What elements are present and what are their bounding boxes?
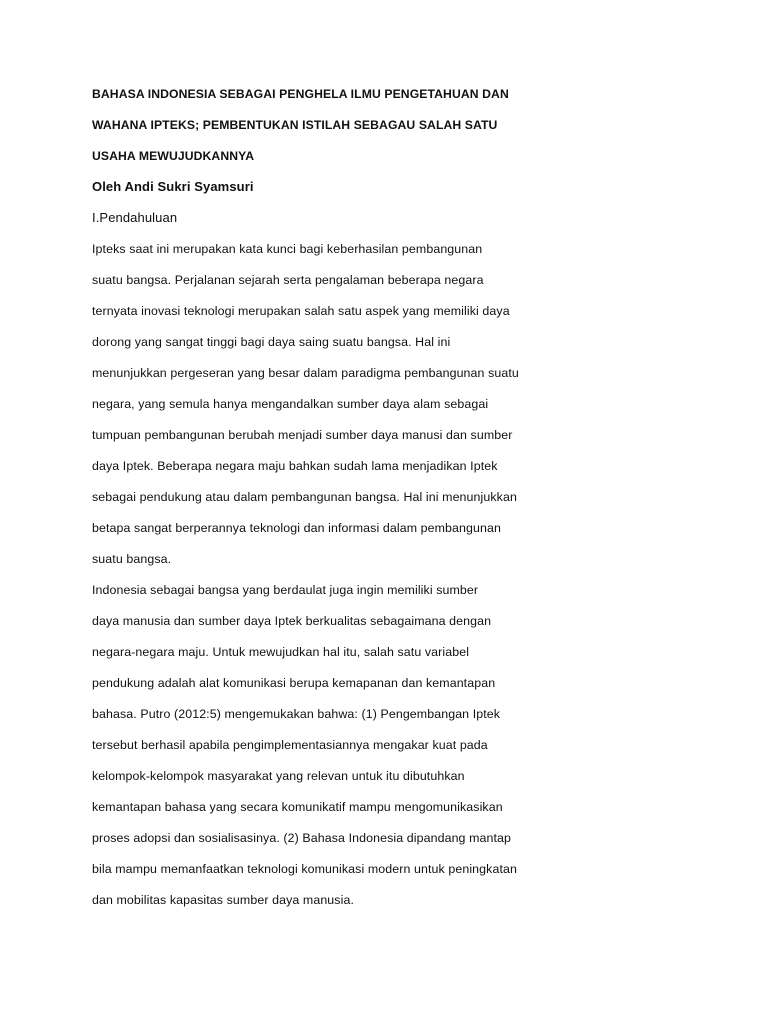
title-line-3: USAHA MEWUJUDKANNYA: [92, 149, 255, 163]
paragraph1-line: suatu bangsa. Perjalanan sejarah serta pengalaman beberapa negara: [92, 273, 484, 287]
paragraph2-line: Indonesia sebagai bangsa yang berdaulat juga ingin memiliki sumber: [92, 583, 479, 597]
paragraph1-line: sebagai pendukung atau dalam pembangunan bangsa. Hal ini menunjukkan: [92, 490, 517, 504]
paragraph2-line: bila mampu memanfaatkan teknologi komunikasi modern untuk peningkatan: [92, 862, 517, 876]
paragraph2-line: tersebut berhasil apabila pengimplementasiannya mengakar kuat pada: [92, 738, 488, 752]
paragraph2-line: negara-negara maju. Untuk mewujudkan hal itu, salah satu variabel: [92, 645, 470, 659]
paragraph1-line: daya Iptek. Beberapa negara maju bahkan sudah lama menjadikan Iptek: [92, 459, 498, 473]
paragraph2-line: kelompok-kelompok masyarakat yang relevan untuk itu dibutuhkan: [92, 769, 465, 783]
paragraph1-line: menunjukkan pergeseran yang besar dalam paradigma pembangunan suatu: [92, 366, 519, 380]
section-heading: I.Pendahuluan: [92, 210, 178, 225]
paragraph1-line: Ipteks saat ini merupakan kata kunci bagi keberhasilan pembangunan: [92, 242, 483, 256]
paragraph2-line: pendukung adalah alat komunikasi berupa kemapanan dan kemantapan: [92, 676, 496, 690]
paragraph2-line: daya manusia dan sumber daya Iptek berkualitas sebagaimana dengan: [92, 614, 492, 628]
paragraph2-line: bahasa. Putro (2012:5) mengemukakan bahwa: (1) Pengembangan Iptek: [92, 707, 501, 721]
title-line-1: BAHASA INDONESIA SEBAGAI PENGHELA ILMU PENGETAHUAN DAN: [92, 87, 509, 101]
paragraph2-line: kemantapan bahasa yang secara komunikatif mampu mengomunikasikan: [92, 800, 503, 814]
paragraph1-line: dorong yang sangat tinggi bagi daya saing suatu bangsa. Hal ini: [92, 335, 451, 349]
title-line-2: WAHANA IPTEKS; PEMBENTUKAN ISTILAH SEBAGAU SALAH SATU: [92, 118, 498, 132]
paragraph1-line: suatu bangsa.: [92, 552, 172, 566]
paragraph1-line: tumpuan pembangunan berubah menjadi sumber daya manusi dan sumber: [92, 428, 513, 442]
paragraph1-line: ternyata inovasi teknologi merupakan salah satu aspek yang memiliki daya: [92, 304, 510, 318]
paragraph2-line: proses adopsi dan sosialisasinya. (2) Bahasa Indonesia dipandang mantap: [92, 831, 512, 845]
paragraph1-line: negara, yang semula hanya mengandalkan sumber daya alam sebagai: [92, 397, 489, 411]
paragraph1-line: betapa sangat berperannya teknologi dan informasi dalam pembangunan: [92, 521, 501, 535]
paragraph2-line: dan mobilitas kapasitas sumber daya manusia.: [92, 893, 354, 907]
author-line: Oleh Andi Sukri Syamsuri: [92, 179, 254, 194]
